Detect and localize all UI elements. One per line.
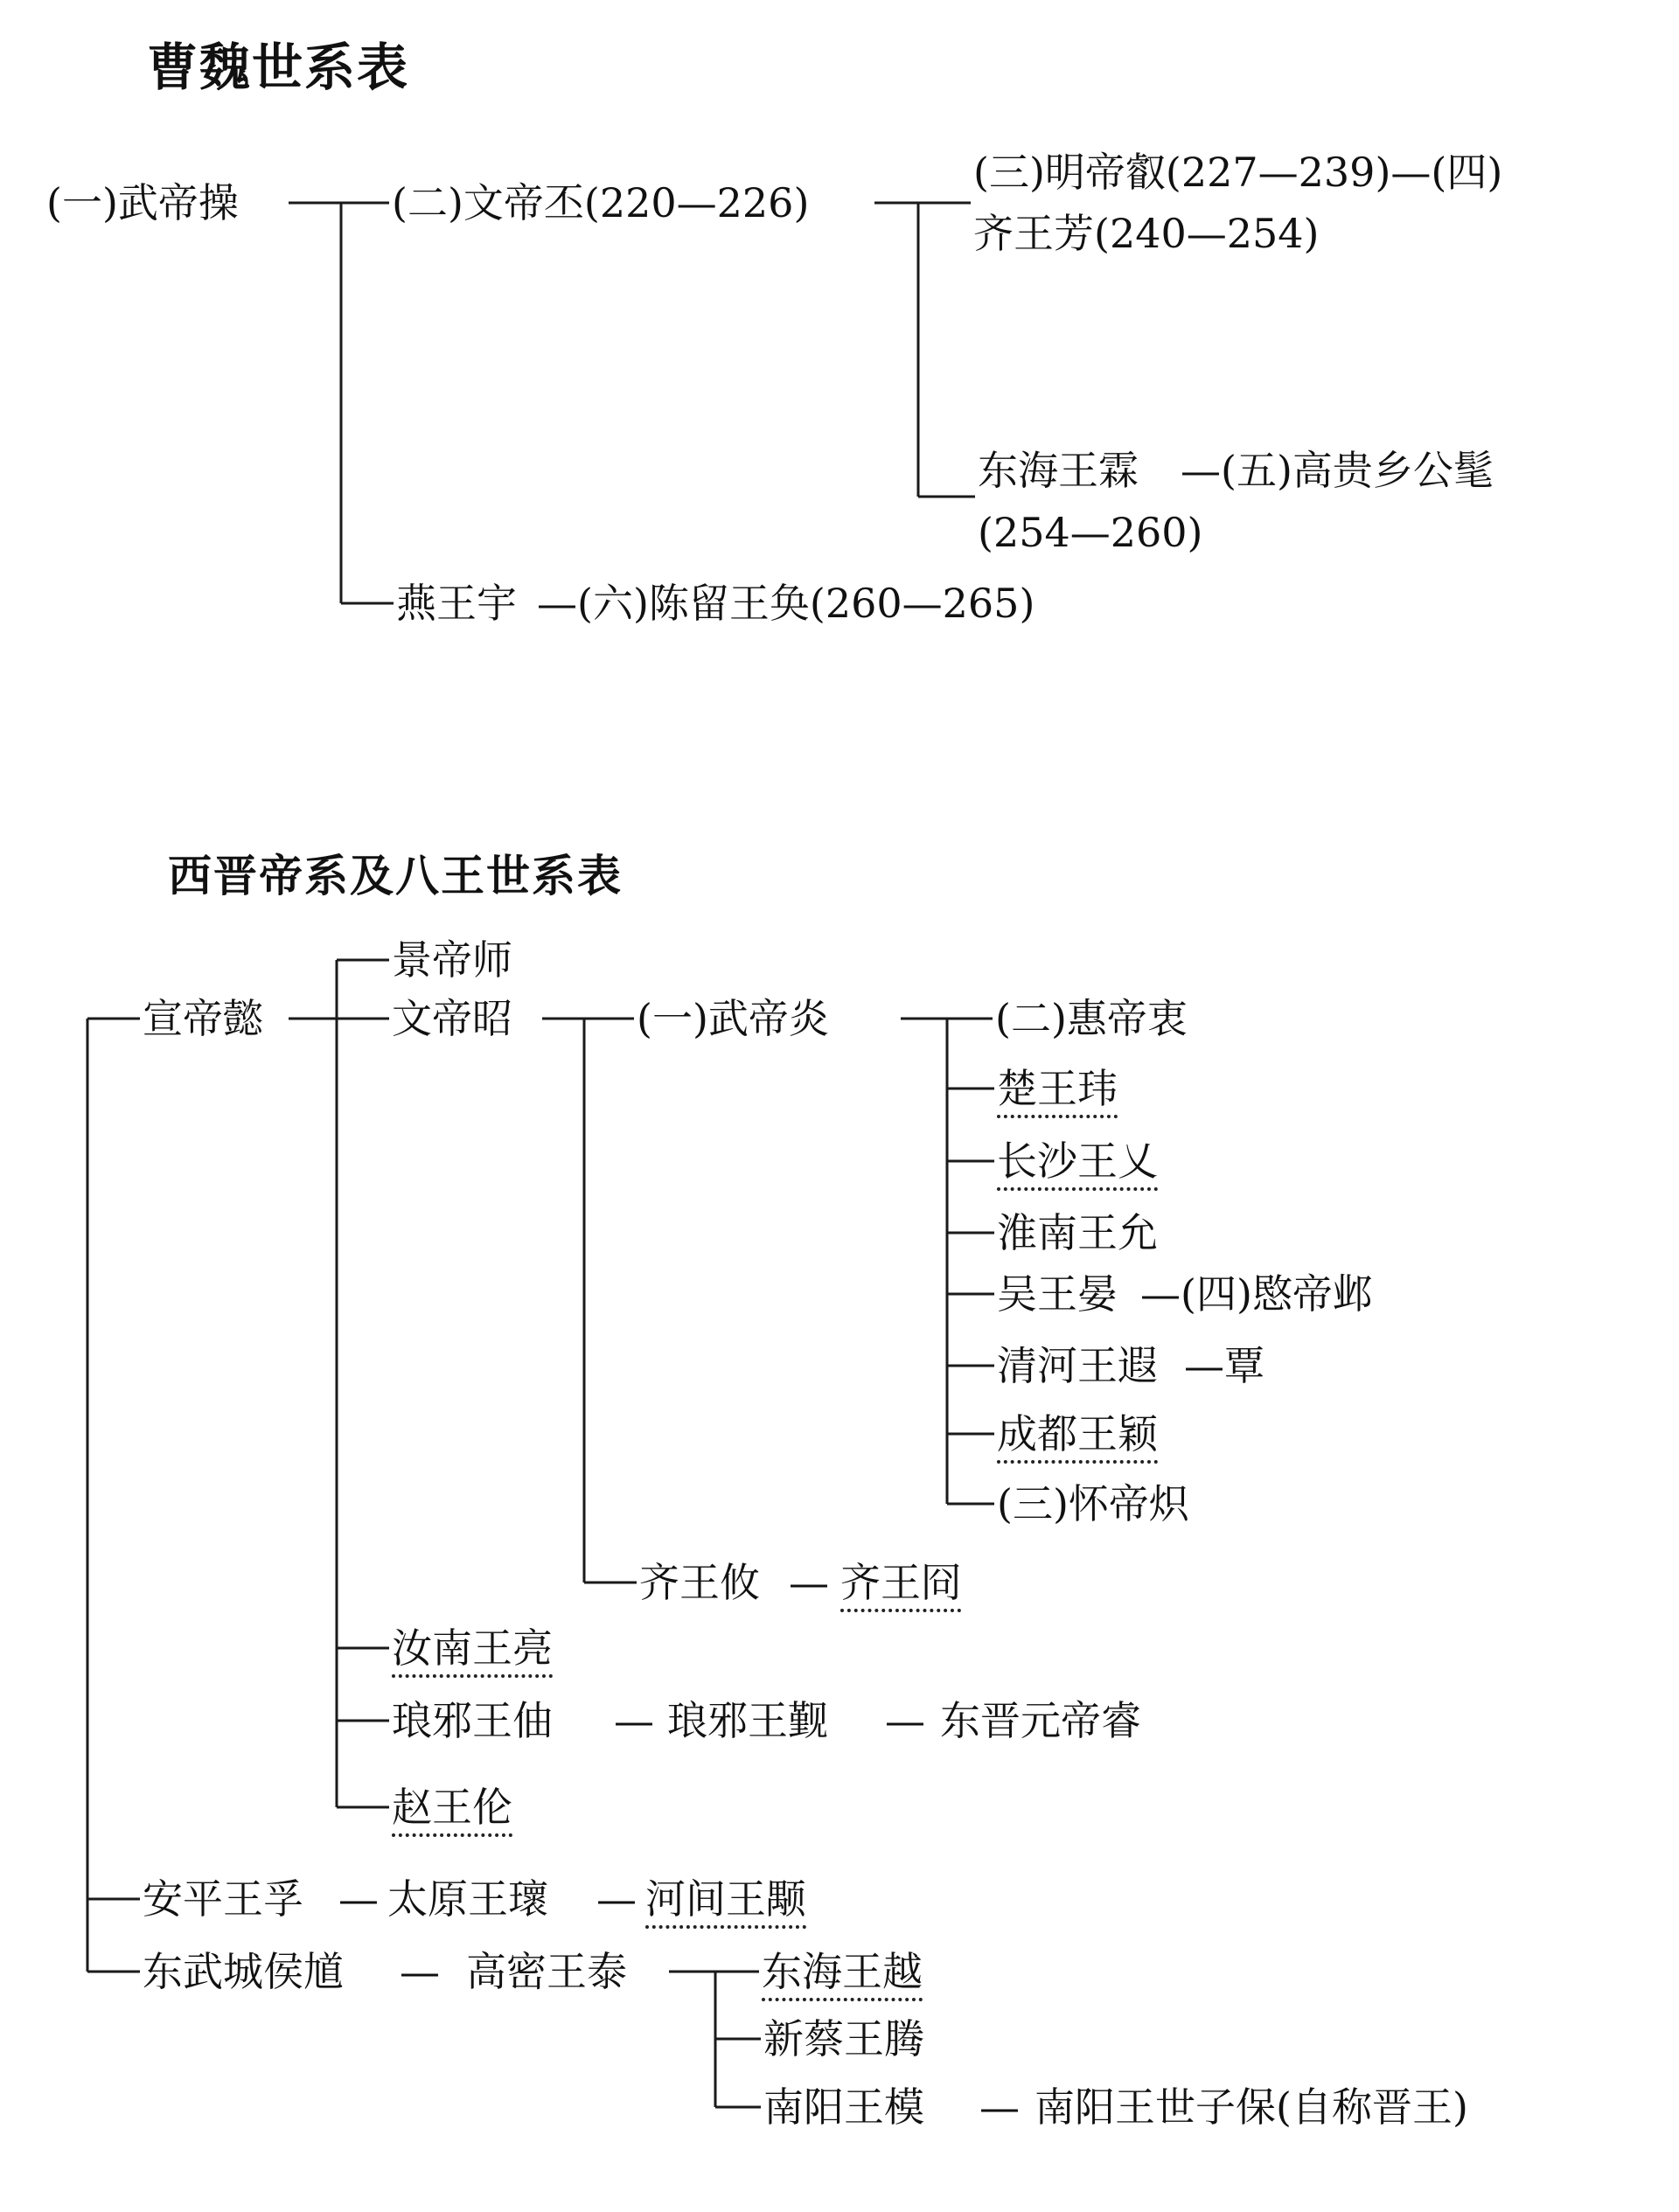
node-gaogui-xianggong-mao: —(五)高贵乡公髦 [1181, 447, 1494, 494]
node-huainan-yun: 淮南王允 [994, 1207, 1160, 1258]
node-gaogui-reign: (254—260) [975, 507, 1206, 558]
anping-connector-1: — [338, 1875, 379, 1923]
node-yan-yu: 燕王宇 [394, 578, 519, 629]
node-huaidi-chi: (三)怀帝炽 [994, 1478, 1192, 1529]
node-qinghe-xia: 清河王遐 [994, 1340, 1160, 1391]
node-xuandi-yi: 宣帝懿 [140, 993, 266, 1044]
node-wendi-zhao: 文帝昭 [389, 993, 515, 1044]
node-wudi-cao: (一)武帝操 [44, 177, 241, 228]
node-chenliu-huan: —(六)陈留王奂(260—265) [537, 580, 1035, 627]
node-qi-fang: 齐王芳(240—254) [971, 208, 1322, 259]
node-hejian-yong: 河间王颙 [643, 1874, 809, 1924]
node-langya-jin: 琅邪王觐 [665, 1695, 831, 1746]
node-donghai-yue: 东海王越 [759, 1946, 925, 1997]
node-qi-you: 齐王攸 [637, 1557, 763, 1608]
langya-connector-2: — [885, 1697, 925, 1744]
node-changsha-yi: 长沙王乂 [994, 1136, 1160, 1186]
node-qi-jiong: 齐王冏 [838, 1557, 964, 1608]
node-langya-zhou: 琅邪王伷 [389, 1695, 555, 1746]
western-jin-title: 西晋帝系及八王世系表 [168, 851, 623, 901]
node-zhao-lun: 赵王伦 [389, 1782, 515, 1833]
node-wendi-pi: (二)文帝丕(220—226) [389, 177, 812, 228]
node-xincai-teng: 新蔡王腾 [761, 2014, 927, 2064]
cao-wei-title: 曹魏世系表 [147, 38, 410, 97]
node-dongwu-kui: 东武城侯馗 [140, 1946, 346, 1997]
node-chu-wei: 楚王玮 [994, 1063, 1120, 1114]
qi-connector: — [789, 1559, 829, 1606]
node-wu-yan: 吴王晏 [994, 1269, 1120, 1319]
node-huidi-zhong: (二)惠帝衷 [993, 993, 1190, 1044]
langya-connector-1: — [614, 1697, 654, 1744]
dongwu-connector: — [400, 1948, 440, 1995]
node-tan: —覃 [1184, 1342, 1264, 1389]
node-runan-liang: 汝南王亮 [389, 1623, 555, 1673]
node-yuandi-rui: 东晋元帝睿 [937, 1695, 1144, 1746]
node-mingdi-rui: (三)明帝叡(227—239)—(四) [971, 147, 1505, 198]
node-chengdu-ying: 成都王颖 [994, 1409, 1160, 1459]
anping-connector-2: — [596, 1875, 637, 1923]
node-mindi-ye: —(四)愍帝邺 [1140, 1270, 1373, 1318]
nanyang-connector: — [979, 2083, 1020, 2131]
node-nanyang-mo: 南阳王模 [761, 2082, 927, 2132]
node-anping-fu: 安平王孚 [140, 1874, 306, 1924]
node-jingdi-shi: 景帝师 [389, 935, 515, 985]
node-gaomi-tai: 高密王泰 [463, 1946, 630, 1997]
node-taiyuan-gui: 太原王瓌 [385, 1874, 551, 1924]
node-wudi-yan: (一)武帝炎 [634, 993, 832, 1044]
node-nanyang-bao: 南阳王世子保(自称晋王) [1032, 2082, 1471, 2132]
node-donghai-lin: 东海王霖 [975, 445, 1141, 496]
